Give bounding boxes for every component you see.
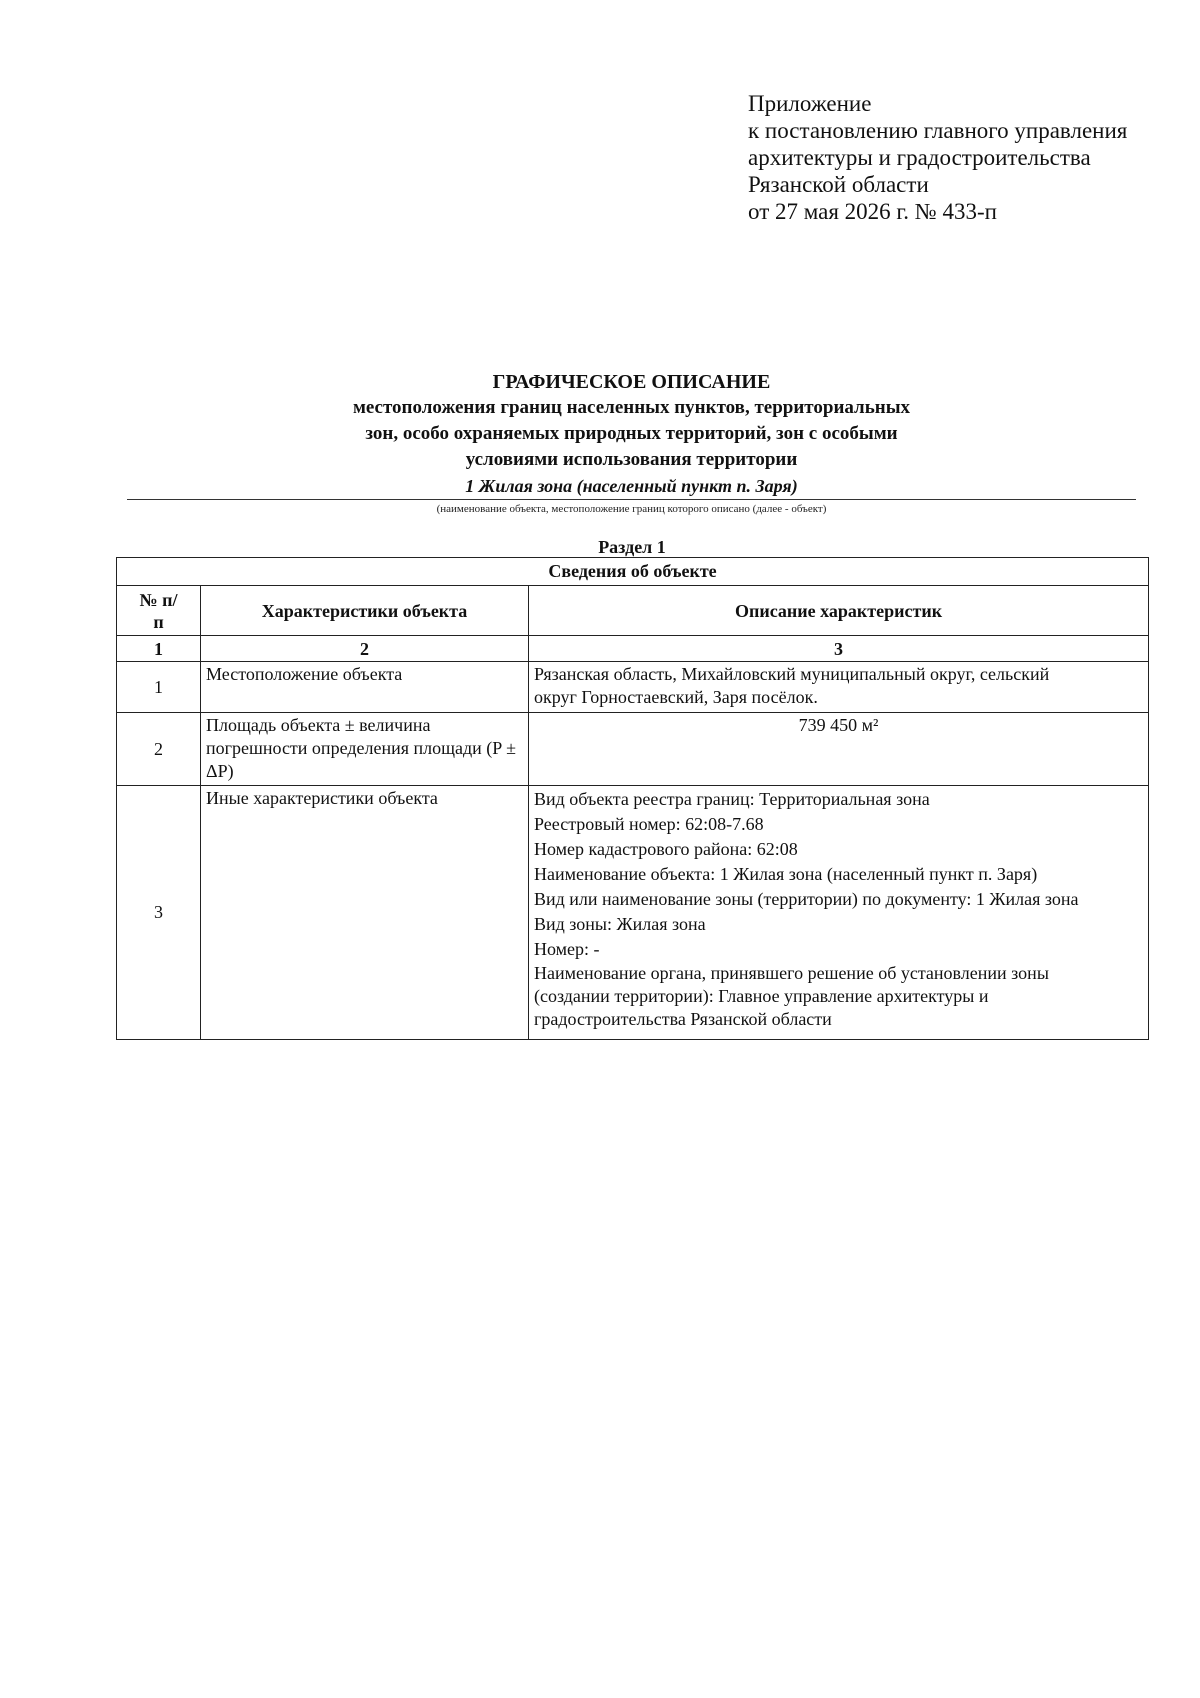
appendix-line: Рязанской области — [748, 172, 929, 197]
description-line: Вид или наименование зоны (территории) по документу: 1 Жилая зона — [534, 889, 1079, 909]
row-description — [529, 713, 1149, 786]
column-number: 3 — [529, 636, 1149, 662]
object-name-caption: (наименование объекта, местоположение границ которого описано (далее - объект) — [436, 503, 827, 515]
area-value: 739 450 м² — [798, 715, 879, 735]
appendix-line: от 27 мая 2026 г. № 433-п — [748, 199, 997, 224]
document-subtitle-line: местоположения границ населенных пунктов, территориальных — [352, 397, 911, 418]
header-number — [117, 586, 201, 636]
appendix-block — [748, 90, 1168, 225]
row-description — [529, 662, 1149, 713]
row-characteristic: Местоположение объекта — [201, 662, 529, 713]
column-number: 1 — [117, 636, 201, 662]
description-line: градостроительства Рязанской области — [534, 1009, 832, 1029]
description-line: округ Горностаевский, Заря посёлок. — [534, 687, 818, 707]
document-title: ГРАФИЧЕСКОЕ ОПИСАНИЕ — [492, 371, 771, 393]
document-subtitle-line: зон, особо охраняемых природных территорий, зон с особыми — [365, 423, 898, 444]
table-caption: Сведения об объекте — [117, 558, 1149, 586]
appendix-line: к постановлению главного управления — [748, 118, 1128, 143]
document-title-block — [127, 369, 1136, 499]
description-line: Рязанская область, Михайловский муниципальный округ, сельский — [534, 664, 1050, 684]
description-line: Реестровый номер: 62:08-7.68 — [534, 814, 764, 834]
header-characteristic: Характеристики объекта — [201, 586, 529, 636]
table-row — [117, 786, 1149, 1040]
row-number: 3 — [117, 786, 201, 1040]
description-line: Наименование объекта: 1 Жилая зона (населенный пункт п. Заря) — [534, 864, 1038, 884]
description-line: (создании территории): Главное управление архитектуры и — [534, 986, 989, 1006]
column-number: 2 — [201, 636, 529, 662]
appendix-line: архитектуры и градостроительства — [748, 145, 1091, 170]
object-name-underline — [127, 499, 1136, 500]
table-caption-row — [117, 558, 1149, 586]
header-description: Описание характеристик — [529, 586, 1149, 636]
document-subtitle-line: условиями использования территории — [465, 449, 798, 470]
object-info-table — [116, 557, 1149, 1040]
description-line: Номер кадастрового района: 62:08 — [534, 839, 798, 859]
column-number-row — [117, 636, 1149, 662]
table-row — [117, 662, 1149, 713]
section-title: Раздел 1 — [598, 537, 666, 557]
header-number-label: № п/п — [139, 589, 178, 632]
description-line: Вид зоны: Жилая зона — [534, 914, 706, 934]
description-line: Вид объекта реестра границ: Территориальная зона — [534, 789, 930, 809]
row-number: 2 — [117, 713, 201, 786]
row-characteristic: Иные характеристики объекта — [201, 786, 529, 1040]
appendix-line: Приложение — [748, 91, 872, 116]
table-header-row — [117, 586, 1149, 636]
row-characteristic: Площадь объекта ± величина погрешности определения площади (P ± ΔP) — [201, 713, 529, 786]
row-description — [529, 786, 1149, 1040]
table-row — [117, 713, 1149, 786]
row-number: 1 — [117, 662, 201, 713]
description-line: Наименование органа, принявшего решение об установлении зоны — [534, 963, 1049, 983]
description-line: Номер: - — [534, 939, 600, 959]
object-name: 1 Жилая зона (населенный пункт п. Заря) — [465, 476, 798, 496]
